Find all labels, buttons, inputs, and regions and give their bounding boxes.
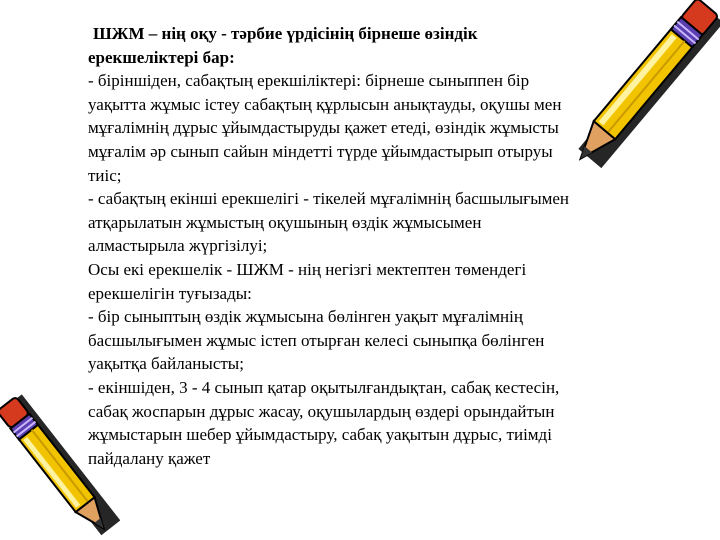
- body-line: мұғалім әр сынып сайын міндетті түрде ұйымдастырып отыруы: [88, 141, 553, 161]
- body-line: тиіс;: [88, 165, 122, 185]
- body-line: - сабақтың екінші ерекшелігі - тікелей мұғалімнің басшылығымен: [88, 189, 570, 209]
- body-line: сабақ жоспарын дұрыс жасау, оқушылардың өздері орындайтын: [88, 401, 555, 421]
- title-line: ерекшеліктері бар:: [88, 47, 235, 67]
- body-line: уақытқа байланысты;: [88, 354, 244, 374]
- document-body: [88, 22, 668, 470]
- body-line: мұғалімнің дұрыс ұйымдастыруды қажет етеді, өзіндік жұмысты: [88, 118, 559, 138]
- body-line: басшылығымен жұмыс істеп отырған келесі сыныпқа бөлінген: [88, 330, 545, 350]
- title-line: ШЖМ – нің оқу - тәрбие үрдісінің бірнеше өзіндік: [93, 24, 478, 43]
- body-line: пайдалану қажет: [88, 448, 211, 468]
- body-line: - біріншіден, сабақтың ерекшіліктері: бірнеше сыныппен бір: [88, 71, 530, 91]
- body-line: уақытта жұмыс істеу сабақтың құрлысын анықтауды, оқушы мен: [88, 94, 562, 114]
- body-line: - екіншіден, 3 - 4 сынып қатар оқытылғандықтан, сабақ кестесін,: [88, 377, 560, 397]
- body-line: алмастырыла жүргізілуі;: [88, 236, 268, 256]
- body-line: жұмыстарын шебер ұйымдастыру, сабақ уақытын дұрыс, тиімді: [88, 425, 552, 445]
- body-line: атқарылатын жұмыстың оқушының өздік жұмысымен: [88, 212, 482, 232]
- body-line: ерекшелігін туғызады:: [88, 283, 252, 303]
- body-line: Осы екі ерекшелік - ШЖМ - нің негізгі мектептен төмендегі: [88, 259, 527, 279]
- body-line: - бір сыныптың өздік жұмысына бөлінген уақыт мұғалімнің: [88, 307, 523, 327]
